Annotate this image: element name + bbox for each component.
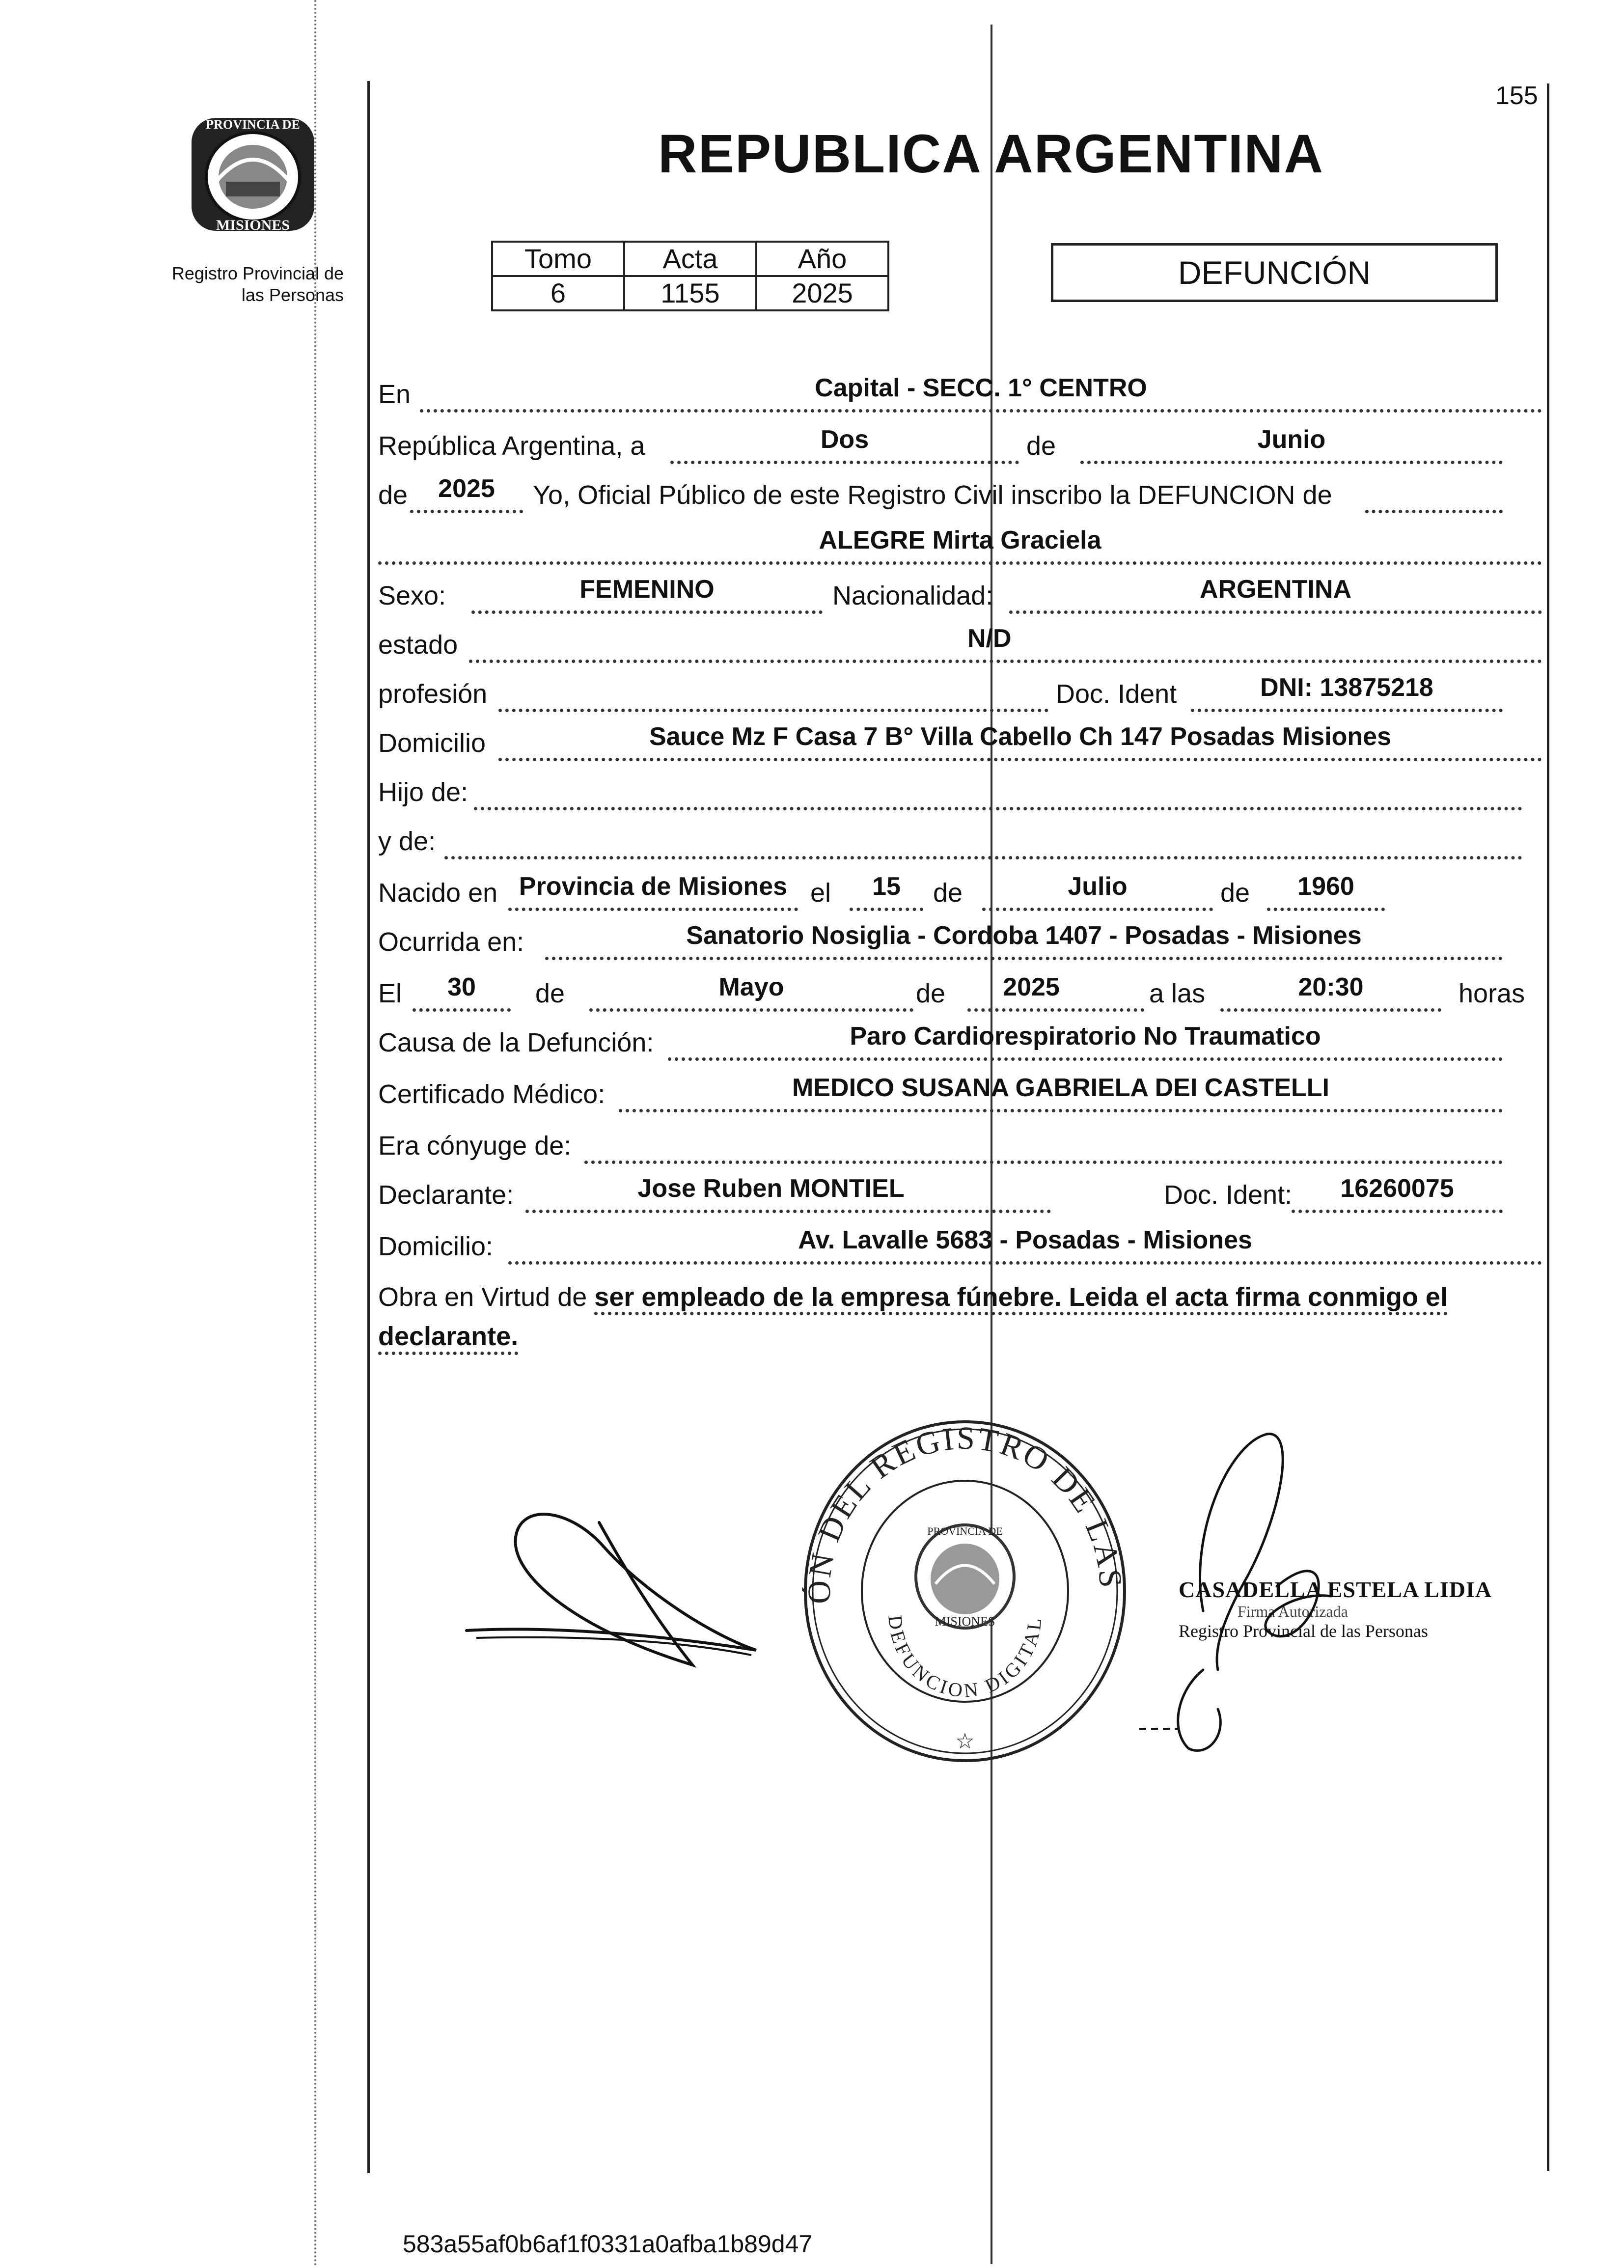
official-position: Firma Autorizada — [1238, 1603, 1348, 1620]
dotted-line — [967, 1008, 1144, 1012]
row-nombre — [378, 526, 1542, 565]
dotted-line — [1220, 1008, 1441, 1012]
record-table-header-row — [492, 242, 888, 276]
label-republica: República Argentina, a — [378, 431, 645, 461]
row-el — [378, 973, 1542, 1012]
row-year — [378, 474, 1542, 513]
label-estado: estado — [378, 630, 458, 660]
dotted-line — [498, 758, 1542, 761]
record-type-box: DEFUNCIÓN — [1051, 243, 1498, 302]
row-conyuge — [378, 1130, 1542, 1164]
label-inscribo: Yo, Oficial Público de este Registro Civil inscribo la DEFUNCION de — [533, 480, 1332, 510]
row-fecha — [378, 425, 1542, 464]
registry-label — [147, 263, 344, 306]
value-birth-year: 1960 — [1297, 872, 1354, 901]
provincial-seal-logo — [187, 108, 319, 246]
dotted-line — [1009, 610, 1542, 614]
value-obra-line2: declarante. — [378, 1321, 518, 1355]
value-year: 2025 — [438, 474, 495, 503]
value-anio: 2025 — [756, 276, 888, 310]
label-nacionalidad: Nacionalidad: — [832, 581, 993, 610]
label-profesion: profesión — [378, 679, 488, 709]
dotted-line — [525, 1210, 1051, 1213]
row-obra — [378, 1282, 1542, 1312]
dotted-line — [498, 709, 1048, 712]
label-de-1: de — [933, 878, 963, 908]
dotted-line — [413, 1008, 511, 1012]
left-margin-dotted-line — [314, 0, 316, 2268]
value-death-month: Mayo — [718, 973, 784, 1001]
row-y-de — [378, 825, 1542, 859]
record-table — [491, 241, 889, 311]
dotted-line — [1267, 908, 1385, 911]
official-name: CASADELLA ESTELA LIDIA — [1179, 1577, 1492, 1602]
value-birth-place: Provincia de Misiones — [519, 872, 788, 901]
row-hijo-de — [378, 776, 1542, 810]
label-de-3: de — [535, 979, 565, 1008]
value-declarante-doc: 16260075 — [1340, 1174, 1454, 1203]
value-declarante: Jose Ruben MONTIEL — [637, 1174, 905, 1203]
label-causa: Causa de la Defunción: — [378, 1028, 654, 1057]
row-declarante — [378, 1174, 1542, 1213]
dotted-line — [670, 461, 1019, 464]
stamp-inner-text: DEFUNCION DIGITAL — [884, 1614, 1046, 1702]
row-nacido — [378, 872, 1542, 911]
label-sexo: Sexo: — [378, 581, 446, 610]
left-border-line — [367, 81, 370, 2173]
dotted-line — [850, 908, 923, 911]
value-deceased-name: ALEGRE Mirta Graciela — [819, 526, 1101, 554]
dotted-line — [668, 1057, 1503, 1061]
value-nacionalidad: ARGENTINA — [1199, 575, 1352, 604]
right-border-line — [1547, 83, 1549, 2171]
row-domicilio-declarante — [378, 1226, 1542, 1265]
value-death-year: 2025 — [1003, 973, 1060, 1001]
label-certificado: Certificado Médico: — [378, 1079, 606, 1109]
row-estado — [378, 624, 1542, 663]
dotted-line — [508, 908, 798, 911]
stamp-outer-text: ÓN DEL REGISTRO DE LAS — [801, 1420, 1129, 1604]
dotted-line — [474, 807, 1522, 810]
registry-label-line2: las Personas — [241, 285, 344, 305]
dotted-line — [508, 1261, 1542, 1265]
label-de: de — [1026, 431, 1056, 461]
value-acta: 1155 — [624, 276, 756, 310]
header-anio: Año — [756, 242, 888, 276]
document-hash: 583a55af0b6af1f0331a0afba1b89d47 — [403, 2230, 813, 2258]
stamp-center-bottom-text: MISIONES — [935, 1614, 995, 1629]
row-causa — [378, 1022, 1542, 1061]
value-birth-month: Julio — [1068, 872, 1128, 901]
label-hijo-de: Hijo de: — [378, 777, 468, 807]
record-table-value-row — [492, 276, 888, 310]
registry-stamp — [796, 1414, 1134, 1768]
value-obra-line1: ser empleado de la empresa fúnebre. Leida el acta firma conmigo el — [594, 1282, 1448, 1315]
dotted-line — [1191, 709, 1503, 712]
row-certificado — [378, 1074, 1542, 1112]
label-conyuge: Era cónyuge de: — [378, 1131, 572, 1161]
dotted-line — [444, 856, 1522, 859]
page-number: 155 — [1495, 82, 1538, 110]
label-ocurrida-en: Ocurrida en: — [378, 927, 524, 957]
value-certificado: MEDICO SUSANA GABRIELA DEI CASTELLI — [792, 1074, 1329, 1102]
official-signature — [1120, 1414, 1473, 1798]
seal-bottom-text: MISIONES — [216, 217, 290, 233]
value-month: Junio — [1257, 425, 1326, 454]
value-death-place: Sanatorio Nosiglia - Cordoba 1407 - Posadas - Misiones — [686, 921, 1362, 950]
dotted-line — [1365, 510, 1503, 513]
value-doc-ident: DNI: 13875218 — [1260, 673, 1433, 702]
star-icon: ☆ — [955, 1729, 975, 1753]
dotted-line — [420, 409, 1542, 413]
row-sexo — [378, 575, 1542, 614]
label-domicilio-declarante: Domicilio: — [378, 1232, 494, 1261]
dotted-line — [619, 1109, 1503, 1112]
dotted-line — [378, 561, 1542, 565]
dotted-line — [410, 510, 523, 513]
declarant-signature — [457, 1468, 771, 1689]
label-de-year: de — [378, 480, 408, 510]
header-acta: Acta — [624, 242, 756, 276]
value-death-time: 20:30 — [1298, 973, 1364, 1001]
dotted-line — [545, 957, 1503, 960]
page-title: REPUBLICA ARGENTINA — [658, 124, 1324, 184]
label-obra: Obra en Virtud de — [378, 1282, 587, 1312]
label-domicilio: Domicilio — [378, 728, 486, 758]
row-domicilio — [378, 722, 1542, 761]
dotted-line — [589, 1008, 913, 1012]
registry-label-line1: Registro Provincial de — [171, 263, 344, 283]
value-estado: N/D — [967, 624, 1012, 653]
row-ocurrida — [378, 921, 1542, 960]
label-declarante: Declarante: — [378, 1180, 514, 1210]
dotted-line — [471, 610, 823, 614]
label-de-4: de — [916, 979, 946, 1008]
value-domicilio: Sauce Mz F Casa 7 B° Villa Cabello Ch 147 Posadas Misiones — [649, 722, 1392, 751]
value-sexo: FEMENINO — [579, 575, 715, 604]
dotted-line — [469, 660, 1542, 663]
label-horas: horas — [1459, 979, 1525, 1008]
label-en: En — [378, 380, 411, 409]
seal-top-text: PROVINCIA DE — [206, 117, 300, 132]
label-y-de: y de: — [378, 827, 436, 856]
label-a-las: a las — [1149, 979, 1206, 1008]
dotted-line — [1292, 1210, 1503, 1213]
value-tomo: 6 — [492, 276, 624, 310]
stamp-center-top-text: PROVINCIA DE — [927, 1525, 1003, 1537]
label-declarante-doc: Doc. Ident: — [1164, 1180, 1293, 1210]
value-domicilio-declarante: Av. Lavalle 5683 - Posadas - Misiones — [798, 1226, 1252, 1254]
official-office: Registro Provincial de las Personas — [1179, 1621, 1428, 1641]
header-tomo: Tomo — [492, 242, 624, 276]
dotted-line — [1080, 461, 1503, 464]
row-profesion — [378, 673, 1542, 712]
stamp-center-seal — [916, 1525, 1014, 1629]
value-place: Capital - SECC. 1° CENTRO — [815, 374, 1147, 402]
dotted-line — [584, 1161, 1503, 1164]
label-el: el — [810, 878, 831, 908]
label-el-fecha: El — [378, 979, 402, 1008]
row-en — [378, 374, 1542, 413]
dotted-line — [982, 908, 1213, 911]
label-nacido-en: Nacido en — [378, 878, 498, 908]
value-day: Dos — [820, 425, 869, 454]
label-de-2: de — [1220, 878, 1250, 908]
value-causa: Paro Cardiorespiratorio No Traumatico — [850, 1022, 1321, 1051]
value-birth-day: 15 — [872, 872, 901, 901]
value-death-day: 30 — [447, 973, 476, 1001]
label-doc-ident: Doc. Ident — [1056, 679, 1177, 709]
